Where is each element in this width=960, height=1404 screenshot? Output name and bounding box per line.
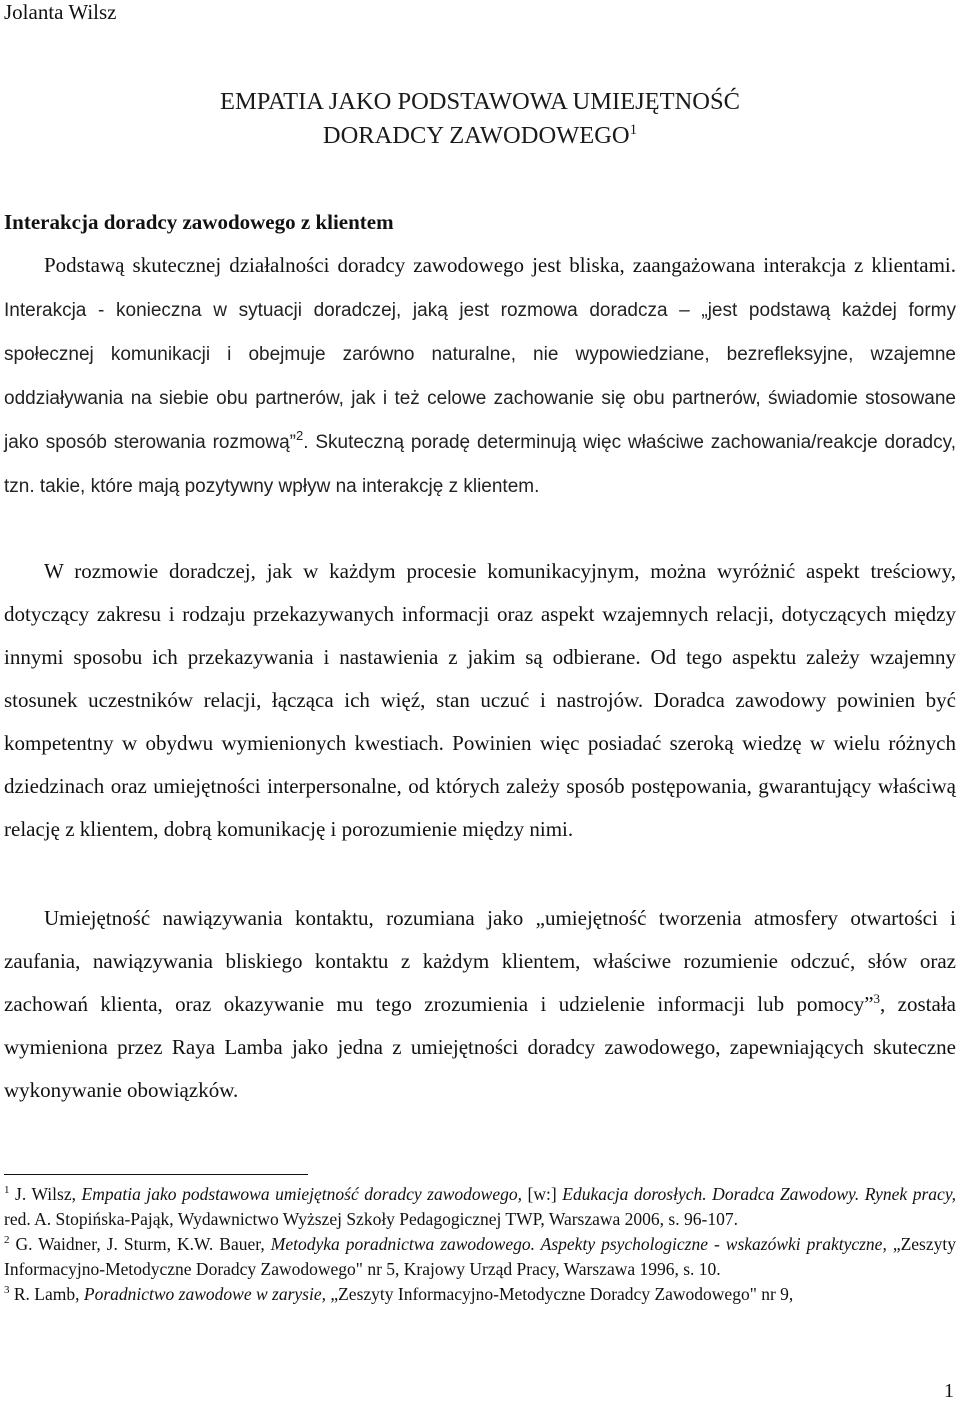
paragraph-1-part-c: . Skuteczną poradę determinują więc właściwe zachowania/reakcje doradcy, tzn. takie, które mają pozytywny wpływ na interakcję z klientem. (4, 432, 956, 497)
paragraph-2-part-b: Od tego aspektu zależy wzajemny stosunek uczestników relacji, łącząca ich więź, stan uczuć i nastrojów. Doradca zawodowy powinien być kompetentny w obydwu wymienionych kwestiach. Powinien więc posiadać szeroką wiedzę w wielu różnych dziedzinach oraz umiejętności interpersonalne, od których zależy sposób postępowania, gwarantujący właściwą relację z klientem, dobrą komunikację i porozumienie między nimi. (4, 645, 956, 841)
author-name: Jolanta Wilsz (4, 0, 117, 24)
title-footnote-mark[interactable]: 1 (629, 122, 638, 138)
paragraph-3-part-b: , została wymieniona przez Raya Lamba jako jedna z umiejętności doradcy zawodowego, zapewniających skuteczne wykonywanie obowiązków. (4, 992, 956, 1102)
paragraph-1-part-a: Podstawą skutecznej działalności doradcy zawodowego jest bliska, zaangażowana interakcja z klientami. (44, 253, 956, 277)
footnote-2: $^2$ G. Waidner, J. Sturm, K.W. Bauer, Metodyka poradnictwa zawodowego. Aspekty psychologiczne - wskazówki praktyczne, „Zeszyty Informacyjno-Metodyczne Doradcy Zawodowego" nr 5, Krajowy Urząd Pracy, Warszawa 1996, s. 10. (4, 1234, 956, 1279)
paragraph-1-part-b: Interakcja - konieczna w sytuacji doradczej, jaką jest rozmowa doradcza – „jest podstawą każdej formy społecznej komunikacji i obejmuje zarówno naturalne, nie wypowiedziane, bezrefleksyjne, wzajemne oddziaływania na siebie obu partnerów, jak i też celowe zachowanie się obu partnerów, świadomie stosowane jako sposób sterowania rozmową” (4, 300, 956, 453)
footnote-1: $^1$ J. Wilsz, Empatia jako podstawowa umiejętność doradcy zawodowego, [w:] Edukacja dorosłych. Doradca Zawodowy. Rynek pracy, red. A. Stopińska-Pająk, Wydawnictwo Wyższej Szkoły Pedagogicznej TWP, Warszawa 2006, s. 96-107. (4, 1184, 956, 1229)
paragraph-1 (4, 244, 956, 508)
section-heading: Interakcja doradcy zawodowego z klientem (4, 210, 394, 234)
paragraph-2-part-a: W rozmowie doradczej, jak w każdym procesie komunikacyjnym, można wyróżnić aspekt treściowy, dotyczący zakresu i rodzaju przekazywanych informacji oraz aspekt wzajemnych relacji, dotyczących między innymi sposobu ich przekazywania i nastawienia z jakim są odbierane. (4, 559, 956, 669)
footnote-separator (4, 1174, 308, 1175)
footnote-3: $^3$ R. Lamb, Poradnictwo zawodowe w zarysie, „Zeszyty Informacyjno-Metodyczne Doradcy Zawodowego" nr 9, (4, 1284, 794, 1304)
document-title-line1: EMPATIA JAKO PODSTAWOWA UMIEJĘTNOŚĆ (220, 88, 740, 115)
footnote-mark-2[interactable]: 2 (295, 428, 304, 443)
page-number: 1 (944, 1380, 954, 1402)
footnotes (4, 1182, 956, 1308)
paragraph-2 (4, 550, 956, 851)
document-title-line2: DORADCY ZAWODOWEGO$^1$ (322, 122, 638, 150)
paragraph-3 (4, 897, 956, 1112)
footnote-mark-3[interactable]: 3 (873, 991, 881, 1006)
paragraph-3-part-a: Umiejętność nawiązywania kontaktu, rozumiana jako „umiejętność tworzenia atmosfery otwartości i zaufania, nawiązywania bliskiego kontaktu z każdym klientem, właściwe rozumienie odczuć, słów oraz zachowań klienta, oraz okazywanie mu tego zrozumienia i udzielenie informacji lub pomocy” (4, 906, 956, 1016)
